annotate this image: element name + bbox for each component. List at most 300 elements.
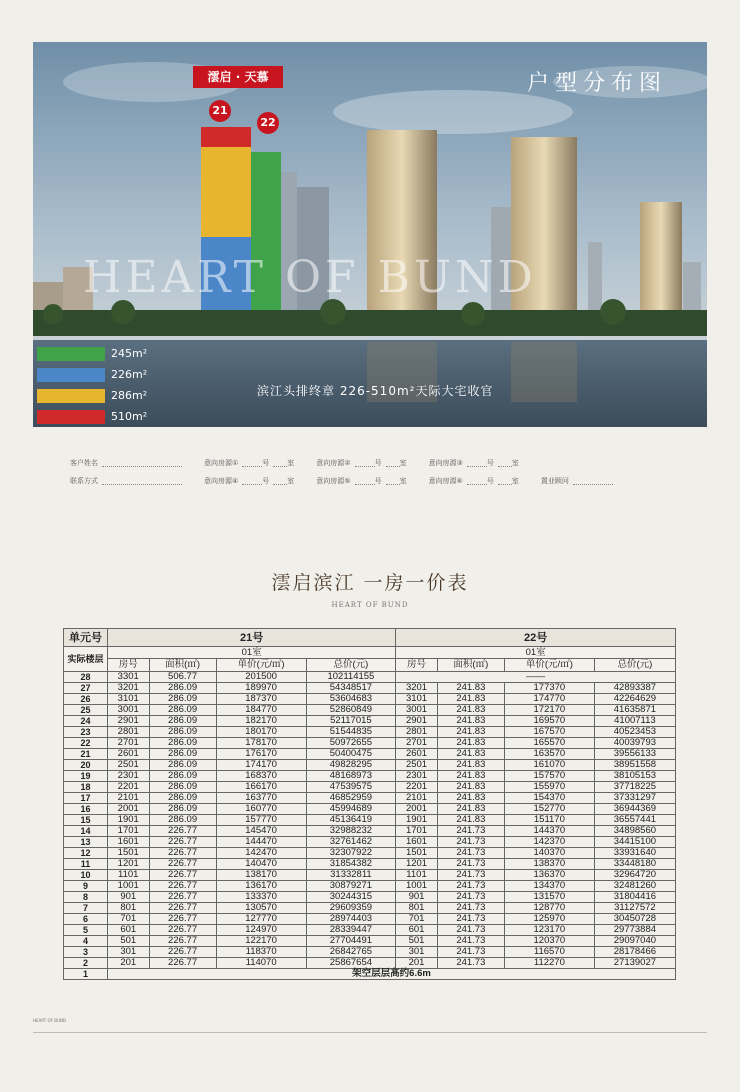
cell-21: 53604683 [306,694,396,705]
cell-22: 241.83 [437,727,504,738]
cell-22: 241.73 [437,914,504,925]
table-row [64,727,676,738]
cell-21: 145470 [216,826,306,837]
cell-22: 241.73 [437,837,504,848]
cell-22: 241.83 [437,683,504,694]
cell-21: 701 [108,914,150,925]
column-header-row [64,659,676,672]
building-21-marker: 21 [209,100,231,122]
cell-21: 286.09 [149,694,216,705]
cell-22: 165570 [504,738,594,749]
legend-item [37,344,147,363]
cell-22: 177370 [504,683,594,694]
cell-22: 120370 [504,936,594,947]
cell-22: 241.83 [437,793,504,804]
intention-label: 意向房源④ [204,477,239,485]
floor-cell: 2 [64,958,108,969]
cell-21: 2201 [108,782,150,793]
cell-22: 241.83 [437,771,504,782]
cell-21: 2501 [108,760,150,771]
unit-label: 室 [511,477,519,485]
cell-22: 1201 [396,859,438,870]
cell-21: 130570 [216,903,306,914]
floor-cell: 9 [64,881,108,892]
cell-21: 226.77 [149,826,216,837]
floor-cell: 28 [64,672,108,683]
hero-image [33,42,707,427]
cell-22: 241.83 [437,760,504,771]
cell-21: 114070 [216,958,306,969]
cell-21: 286.09 [149,727,216,738]
cell-21: 32761462 [306,837,396,848]
cell-21: 301 [108,947,150,958]
cell-22: 2701 [396,738,438,749]
table-row [64,969,676,980]
cell-21: 286.09 [149,793,216,804]
cell-21: 45136419 [306,815,396,826]
cell-22: 241.83 [437,815,504,826]
cell-22: 3001 [396,705,438,716]
cell-21: 2601 [108,749,150,760]
cell-21: 163770 [216,793,306,804]
cell-22: 152770 [504,804,594,815]
intention-label: 意向房源① [204,459,239,467]
cell-21: 157770 [216,815,306,826]
brand-badge: 澐启 · 天慕 [193,66,283,88]
cell-22: 136370 [504,870,594,881]
cell-22: 125970 [504,914,594,925]
room-label: 号 [486,477,494,485]
cell-22: 3101 [396,694,438,705]
cell-21: 226.77 [149,903,216,914]
price-table [63,628,676,980]
cell-21: 29609359 [306,903,396,914]
table-row [64,815,676,826]
cell-21: 286.09 [149,749,216,760]
cell-22: 157570 [504,771,594,782]
room-22-header: 01室 [396,647,676,659]
cell-22: 241.83 [437,782,504,793]
cell-21: 46852959 [306,793,396,804]
cell-22: 123170 [504,925,594,936]
cell-22: 134370 [504,881,594,892]
cell-21: 226.77 [149,881,216,892]
cell-21: 201500 [216,672,306,683]
intention-field[interactable] [498,459,512,467]
cell-21: 286.09 [149,716,216,727]
cell-22: 501 [396,936,438,947]
cell-21: 31854382 [306,859,396,870]
cell-21: 47539575 [306,782,396,793]
cell-22: 1901 [396,815,438,826]
cell-22: 34415100 [594,837,675,848]
cell-22: 241.83 [437,705,504,716]
cell-22: 241.73 [437,903,504,914]
table-row [64,903,676,914]
intention-field[interactable] [273,459,287,467]
cell-21: 286.09 [149,760,216,771]
cell-21: 1701 [108,826,150,837]
cell-21: 184770 [216,705,306,716]
cell-22: 241.73 [437,925,504,936]
cell-21: 45994689 [306,804,396,815]
cell-22: 40039793 [594,738,675,749]
cell-21: 501 [108,936,150,947]
cell-21: 601 [108,925,150,936]
cell-21: 140470 [216,859,306,870]
cell-22: 144370 [504,826,594,837]
building-22-marker: 22 [257,112,279,134]
cell-22: 32481260 [594,881,675,892]
cell-21: 176170 [216,749,306,760]
intention-label: 意向房源⑥ [428,477,463,485]
cell-21: 226.77 [149,837,216,848]
cell-22: 2601 [396,749,438,760]
cell-21: 2701 [108,738,150,749]
cell-21: 102114155 [306,672,396,683]
cell-21: 226.77 [149,859,216,870]
intention-field[interactable] [498,477,512,485]
intention-field[interactable] [467,477,487,485]
cell-21: 2901 [108,716,150,727]
cell-21: 1201 [108,859,150,870]
legend-label: 245m² [111,347,148,360]
column-header: 面积(㎡) [437,659,504,672]
floor-cell: 21 [64,749,108,760]
cell-22: 2001 [396,804,438,815]
cell-21: 286.09 [149,771,216,782]
footer-divider [33,1032,707,1033]
cell-22: 36557441 [594,815,675,826]
floor-cell: 13 [64,837,108,848]
contact-field[interactable] [102,477,182,485]
cell-22: 1601 [396,837,438,848]
pilotis-note: 架空层层高约6.6m [108,969,676,980]
table-title: 澐启滨江 一房一价表 [271,572,469,594]
cell-21: 122170 [216,936,306,947]
table-row [64,837,676,848]
cell-21: 286.09 [149,683,216,694]
cell-21: 506.77 [149,672,216,683]
cell-22: 37718225 [594,782,675,793]
cell-22: 3201 [396,683,438,694]
floor-header: 实际楼层 [64,647,108,672]
cell-21: 2001 [108,804,150,815]
unit-label: 室 [511,459,519,467]
room-label: 号 [262,459,270,467]
table-row [64,925,676,936]
cell-22: 151170 [504,815,594,826]
cell-21: 28339447 [306,925,396,936]
cell-22: 33448180 [594,859,675,870]
floor-cell: 10 [64,870,108,881]
floor-cell: 4 [64,936,108,947]
cell-21: 138170 [216,870,306,881]
floor-cell: 8 [64,892,108,903]
cell-21: 124970 [216,925,306,936]
customer-name-label: 客户姓名 [70,459,98,467]
legend-label: 510m² [111,410,148,423]
cell-22: 38105153 [594,771,675,782]
cell-21: 31332811 [306,870,396,881]
cell-21: 3101 [108,694,150,705]
table-row [64,771,676,782]
cell-21: 201 [108,958,150,969]
room-label: 号 [486,459,494,467]
cell-22-empty: —— [396,672,676,683]
cell-21: 133370 [216,892,306,903]
cell-22: 241.73 [437,881,504,892]
cell-22: 161070 [504,760,594,771]
column-header: 单价(元/㎡) [504,659,594,672]
table-row [64,804,676,815]
intention-label: 意向房源② [316,459,351,467]
area-legend [37,344,147,427]
table-row [64,892,676,903]
cell-21: 901 [108,892,150,903]
cell-22: 2801 [396,727,438,738]
intention-field[interactable] [386,459,400,467]
table-row [64,672,676,683]
legend-label: 286m² [111,389,148,402]
table-row [64,947,676,958]
cell-21: 2801 [108,727,150,738]
intention-field[interactable] [355,459,375,467]
cell-22: 167570 [504,727,594,738]
cell-21: 136170 [216,881,306,892]
cell-22: 155970 [504,782,594,793]
cell-21: 30244315 [306,892,396,903]
cell-21: 286.09 [149,815,216,826]
intention-field[interactable] [273,477,287,485]
table-row [64,782,676,793]
column-header: 房号 [108,659,150,672]
cell-22: 41007113 [594,716,675,727]
cell-22: 169570 [504,716,594,727]
hero-watermark: HEART OF BUND [83,252,537,303]
cell-21: 226.77 [149,925,216,936]
cell-21: 286.09 [149,804,216,815]
cell-22: 33931640 [594,848,675,859]
cell-22: 241.83 [437,749,504,760]
cell-21: 174170 [216,760,306,771]
contact-label: 联系方式 [70,477,98,485]
floor-cell: 23 [64,727,108,738]
column-header: 单价(元/㎡) [216,659,306,672]
cell-22: 2101 [396,793,438,804]
cell-21: 2301 [108,771,150,782]
cell-22: 36944369 [594,804,675,815]
floor-cell: 1 [64,969,108,980]
floor-cell: 5 [64,925,108,936]
reserve-time-label: 置业顾问 [540,477,569,485]
footer-brand: HEART OF BUND [33,1018,66,1023]
cell-21: 50400475 [306,749,396,760]
cell-21: 187370 [216,694,306,705]
table-header-row [64,647,676,659]
floor-cell: 24 [64,716,108,727]
intention-field[interactable] [386,477,400,485]
cell-21: 226.77 [149,870,216,881]
cell-21: 1901 [108,815,150,826]
cell-21: 52117015 [306,716,396,727]
cell-21: 168370 [216,771,306,782]
cell-21: 48168973 [306,771,396,782]
table-row [64,749,676,760]
cell-22: 2901 [396,716,438,727]
building-21-header: 21号 [108,629,396,647]
floor-cell: 3 [64,947,108,958]
table-row [64,870,676,881]
cell-22: 601 [396,925,438,936]
cell-22: 241.73 [437,936,504,947]
cell-21: 1001 [108,881,150,892]
cell-21: 142470 [216,848,306,859]
table-title-area [0,568,740,609]
cell-22: 34898560 [594,826,675,837]
floor-cell: 16 [64,804,108,815]
cell-22: 241.73 [437,870,504,881]
floor-cell: 26 [64,694,108,705]
cell-21: 226.77 [149,936,216,947]
cell-22: 29097040 [594,936,675,947]
intention-field[interactable] [355,477,375,485]
cell-22: 116570 [504,947,594,958]
cell-22: 154370 [504,793,594,804]
intention-field[interactable] [242,477,262,485]
cell-21: 2101 [108,793,150,804]
cell-22: 241.73 [437,859,504,870]
cell-21: 226.77 [149,958,216,969]
cell-22: 40523453 [594,727,675,738]
reserve-time-field[interactable] [573,477,613,485]
table-row [64,914,676,925]
cell-21: 286.09 [149,705,216,716]
cell-21: 1101 [108,870,150,881]
cell-21: 51544835 [306,727,396,738]
customer-form [70,454,680,490]
intention-label: 意向房源③ [428,459,463,467]
cell-22: 1101 [396,870,438,881]
cell-22: 41635871 [594,705,675,716]
building-22-header: 22号 [396,629,676,647]
page-heading: 户型分布图 [526,71,667,96]
table-row [64,760,676,771]
cell-22: 38951558 [594,760,675,771]
room-label: 号 [374,477,382,485]
table-row [64,848,676,859]
floor-cell: 20 [64,760,108,771]
column-header: 房号 [396,659,438,672]
cell-22: 172170 [504,705,594,716]
intention-field[interactable] [467,459,487,467]
cell-21: 1601 [108,837,150,848]
table-row [64,826,676,837]
cell-22: 241.73 [437,958,504,969]
cell-22: 241.73 [437,848,504,859]
cell-21: 32307922 [306,848,396,859]
table-row [64,683,676,694]
cell-22: 241.73 [437,892,504,903]
cell-21: 178170 [216,738,306,749]
floor-cell: 12 [64,848,108,859]
cell-22: 901 [396,892,438,903]
legend-item [37,386,147,405]
cell-21: 166170 [216,782,306,793]
cell-22: 42893387 [594,683,675,694]
cell-21: 286.09 [149,738,216,749]
cell-21: 127770 [216,914,306,925]
cell-21: 189970 [216,683,306,694]
intention-field[interactable] [242,459,262,467]
cell-21: 32988232 [306,826,396,837]
cell-21: 160770 [216,804,306,815]
table-row [64,716,676,727]
cell-21: 54348517 [306,683,396,694]
cell-21: 3001 [108,705,150,716]
cell-21: 226.77 [149,947,216,958]
floor-cell: 15 [64,815,108,826]
cell-22: 301 [396,947,438,958]
form-row [70,472,680,490]
cell-21: 25867654 [306,958,396,969]
unit-header: 单元号 [64,629,108,647]
column-header: 总价(元) [306,659,396,672]
floor-cell: 14 [64,826,108,837]
cell-22: 241.83 [437,716,504,727]
cell-22: 241.83 [437,804,504,815]
customer-name-field[interactable] [102,459,182,467]
cell-22: 701 [396,914,438,925]
cell-22: 2501 [396,760,438,771]
floor-cell: 19 [64,771,108,782]
cell-22: 128770 [504,903,594,914]
cell-21: 118370 [216,947,306,958]
column-header: 面积(㎡) [149,659,216,672]
cell-21: 286.09 [149,782,216,793]
cell-22: 2201 [396,782,438,793]
floor-cell: 18 [64,782,108,793]
cell-21: 50972655 [306,738,396,749]
cell-22: 1701 [396,826,438,837]
table-header-row [64,629,676,647]
cell-22: 131570 [504,892,594,903]
cell-22: 174770 [504,694,594,705]
table-row [64,881,676,892]
table-row [64,738,676,749]
cell-22: 112270 [504,958,594,969]
cell-21: 27704491 [306,936,396,947]
floor-cell: 25 [64,705,108,716]
table-row [64,958,676,969]
cell-21: 30879271 [306,881,396,892]
cell-21: 3201 [108,683,150,694]
cell-22: 140370 [504,848,594,859]
cell-22: 201 [396,958,438,969]
cell-22: 801 [396,903,438,914]
cell-22: 39556133 [594,749,675,760]
cell-21: 801 [108,903,150,914]
room-label: 号 [374,459,382,467]
unit-label: 室 [287,477,295,485]
intention-label: 意向房源⑤ [316,477,351,485]
cell-22: 241.73 [437,947,504,958]
table-row [64,705,676,716]
floor-cell: 17 [64,793,108,804]
cell-22: 142370 [504,837,594,848]
table-row [64,936,676,947]
floor-cell: 11 [64,859,108,870]
